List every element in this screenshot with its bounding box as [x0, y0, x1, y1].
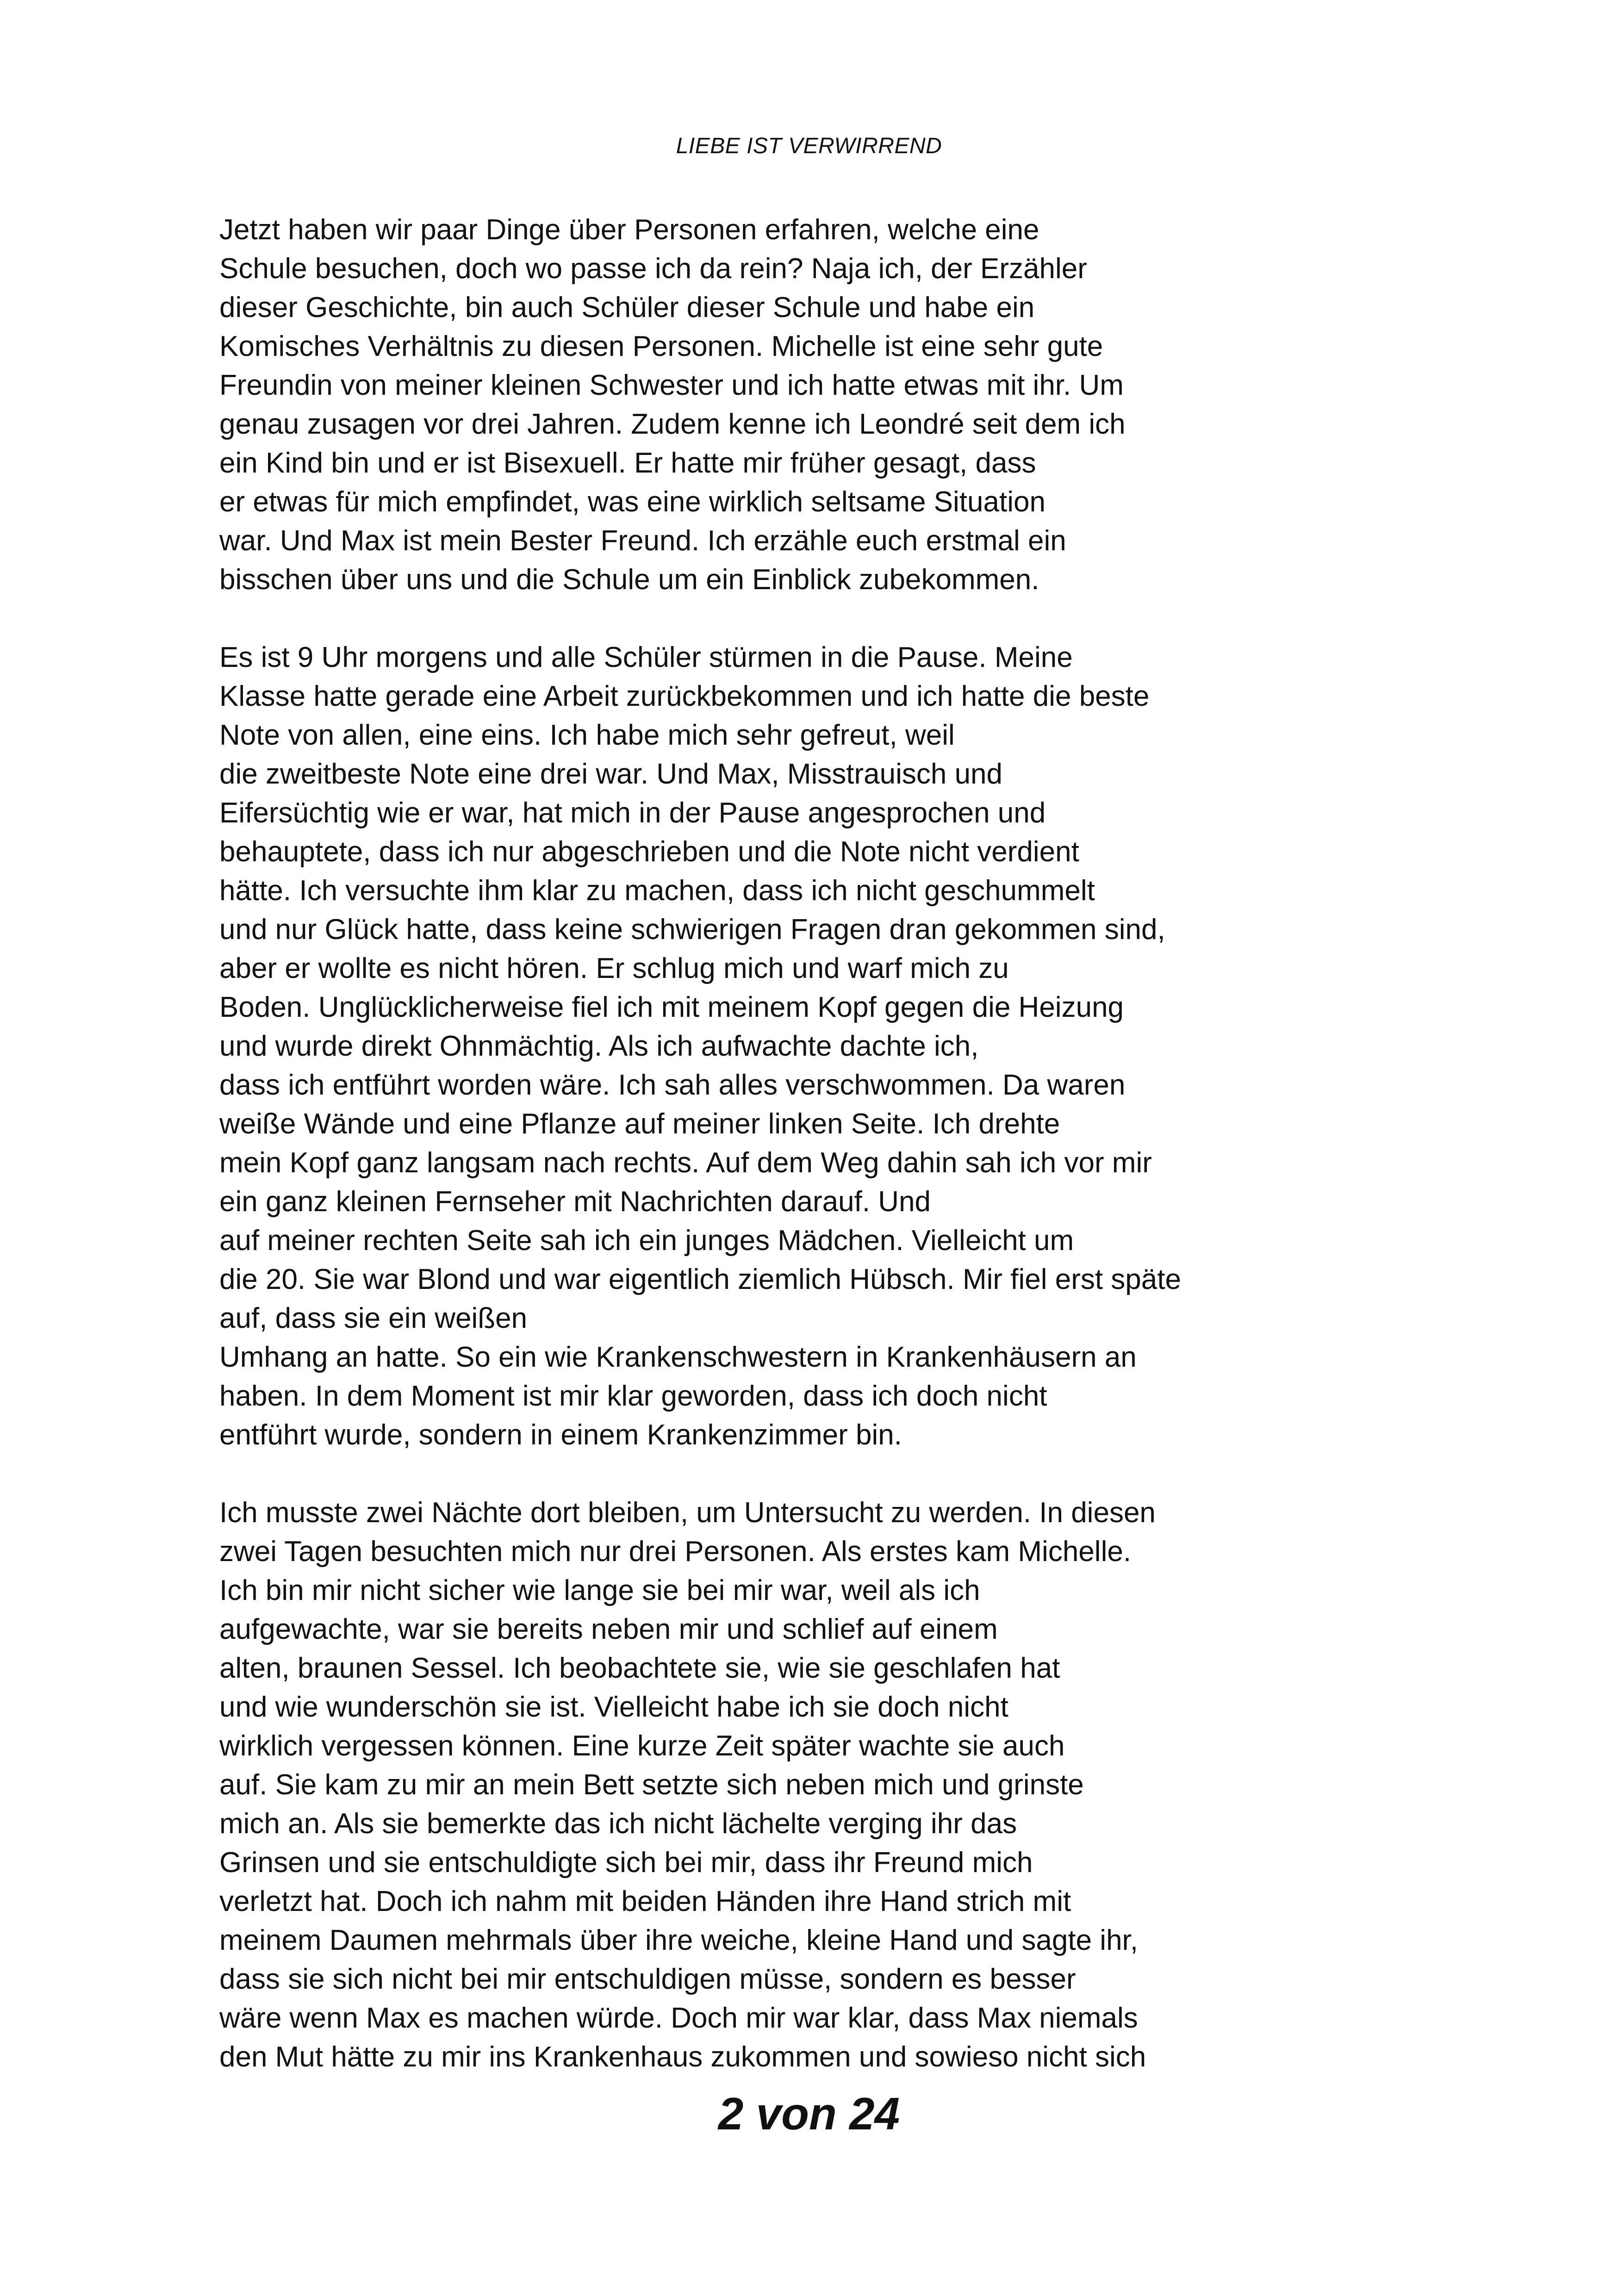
- running-header-title: LIEBE IST VERWIRREND: [676, 134, 942, 158]
- text-line: meinem Daumen mehrmals über ihre weiche, kleine Hand und sagte ihr,: [219, 1924, 1138, 1956]
- text-line: mein Kopf ganz langsam nach rechts. Auf dem Weg dahin sah ich vor mir: [219, 1147, 1152, 1179]
- text-line: bisschen über uns und die Schule um ein Einblick zubekommen.: [219, 564, 1039, 596]
- text-line: Note von allen, eine eins. Ich habe mich sehr gefreut, weil: [219, 719, 955, 751]
- text-line: den Mut hätte zu mir ins Krankenhaus zukommen und sowieso nicht sich: [219, 2041, 1146, 2073]
- text-line: aber er wollte es nicht hören. Er schlug mich und warf mich zu: [219, 952, 1009, 984]
- text-line: Eifersüchtig wie er war, hat mich in der Pause angesprochen und: [219, 797, 1046, 829]
- paragraph-2: [219, 638, 1432, 1455]
- text-line: Ich musste zwei Nächte dort bleiben, um Untersucht zu werden. In diesen: [219, 1497, 1156, 1529]
- text-line: ein ganz kleinen Fernseher mit Nachrichten darauf. Und: [219, 1186, 931, 1218]
- text-line: wäre wenn Max es machen würde. Doch mir war klar, dass Max niemals: [219, 2002, 1138, 2034]
- text-line: Freundin von meiner kleinen Schwester und ich hatte etwas mit ihr. Um: [219, 369, 1124, 401]
- text-line: war. Und Max ist mein Bester Freund. Ich erzähle euch erstmal ein: [219, 525, 1066, 557]
- text-line: aufgewachte, war sie bereits neben mir und schlief auf einem: [219, 1613, 998, 1645]
- text-line: genau zusagen vor drei Jahren. Zudem kenne ich Leondré seit dem ich: [219, 408, 1126, 440]
- text-line: dass ich entführt worden wäre. Ich sah alles verschwommen. Da waren: [219, 1069, 1126, 1101]
- text-line: Umhang an hatte. So ein wie Krankenschwestern in Krankenhäusern an: [219, 1341, 1137, 1373]
- text-line: alten, braunen Sessel. Ich beobachtete sie, wie sie geschlafen hat: [219, 1652, 1060, 1684]
- text-line: zwei Tagen besuchten mich nur drei Personen. Als erstes kam Michelle.: [219, 1536, 1132, 1568]
- text-line: haben. In dem Moment ist mir klar geworden, dass ich doch nicht: [219, 1380, 1047, 1412]
- text-line: er etwas für mich empfindet, was eine wirklich seltsame Situation: [219, 486, 1045, 518]
- text-line: weiße Wände und eine Pflanze auf meiner linken Seite. Ich drehte: [219, 1108, 1060, 1140]
- text-line: Schule besuchen, doch wo passe ich da rein? Naja ich, der Erzähler: [219, 253, 1087, 285]
- text-line: Grinsen und sie entschuldigte sich bei mir, dass ihr Freund mich: [219, 1847, 1033, 1879]
- text-line: Komisches Verhältnis zu diesen Personen. Michelle ist eine sehr gute: [219, 330, 1103, 362]
- text-line: Boden. Unglücklicherweise fiel ich mit meinem Kopf gegen die Heizung: [219, 991, 1124, 1023]
- text-line: verletzt hat. Doch ich nahm mit beiden Händen ihre Hand strich mit: [219, 1885, 1071, 1917]
- text-line: wirklich vergessen können. Eine kurze Zeit später wachte sie auch: [219, 1730, 1065, 1762]
- text-line: entführt wurde, sondern in einem Krankenzimmer bin.: [219, 1419, 902, 1451]
- text-line: mich an. Als sie bemerkte das ich nicht lächelte verging ihr das: [219, 1808, 1017, 1840]
- text-line: Jetzt haben wir paar Dinge über Personen erfahren, welche eine: [219, 214, 1039, 246]
- body-text: [219, 211, 1432, 2077]
- text-line: auf, dass sie ein weißen: [219, 1302, 528, 1334]
- text-line: Ich bin mir nicht sicher wie lange sie bei mir war, weil als ich: [219, 1574, 980, 1606]
- text-line: und wurde direkt Ohnmächtig. Als ich aufwachte dachte ich,: [219, 1030, 979, 1062]
- text-line: hätte. Ich versuchte ihm klar zu machen, dass ich nicht geschummelt: [219, 875, 1095, 907]
- text-line: auf meiner rechten Seite sah ich ein junges Mädchen. Vielleicht um: [219, 1225, 1074, 1257]
- text-line: ein Kind bin und er ist Bisexuell. Er hatte mir früher gesagt, dass: [219, 447, 1036, 479]
- text-line: dass sie sich nicht bei mir entschuldigen müsse, sondern es besser: [219, 1963, 1076, 1995]
- text-line: behauptete, dass ich nur abgeschrieben und die Note nicht verdient: [219, 836, 1079, 868]
- page-number: 2 von 24: [718, 2088, 900, 2139]
- text-line: auf. Sie kam zu mir an mein Bett setzte sich neben mich und grinste: [219, 1769, 1084, 1801]
- paragraph-3: [219, 1493, 1432, 2077]
- text-line: die zweitbeste Note eine drei war. Und Max, Misstrauisch und: [219, 758, 1003, 790]
- text-line: Klasse hatte gerade eine Arbeit zurückbekommen und ich hatte die beste: [219, 680, 1150, 712]
- text-line: Es ist 9 Uhr morgens und alle Schüler stürmen in die Pause. Meine: [219, 641, 1073, 673]
- text-line: und nur Glück hatte, dass keine schwierigen Fragen dran gekommen sind,: [219, 914, 1165, 946]
- text-line: und wie wunderschön sie ist. Vielleicht habe ich sie doch nicht: [219, 1691, 1008, 1723]
- text-line: die 20. Sie war Blond und war eigentlich ziemlich Hübsch. Mir fiel erst späte: [219, 1263, 1181, 1295]
- paragraph-1: [219, 211, 1432, 599]
- text-line: dieser Geschichte, bin auch Schüler dieser Schule und habe ein: [219, 292, 1035, 324]
